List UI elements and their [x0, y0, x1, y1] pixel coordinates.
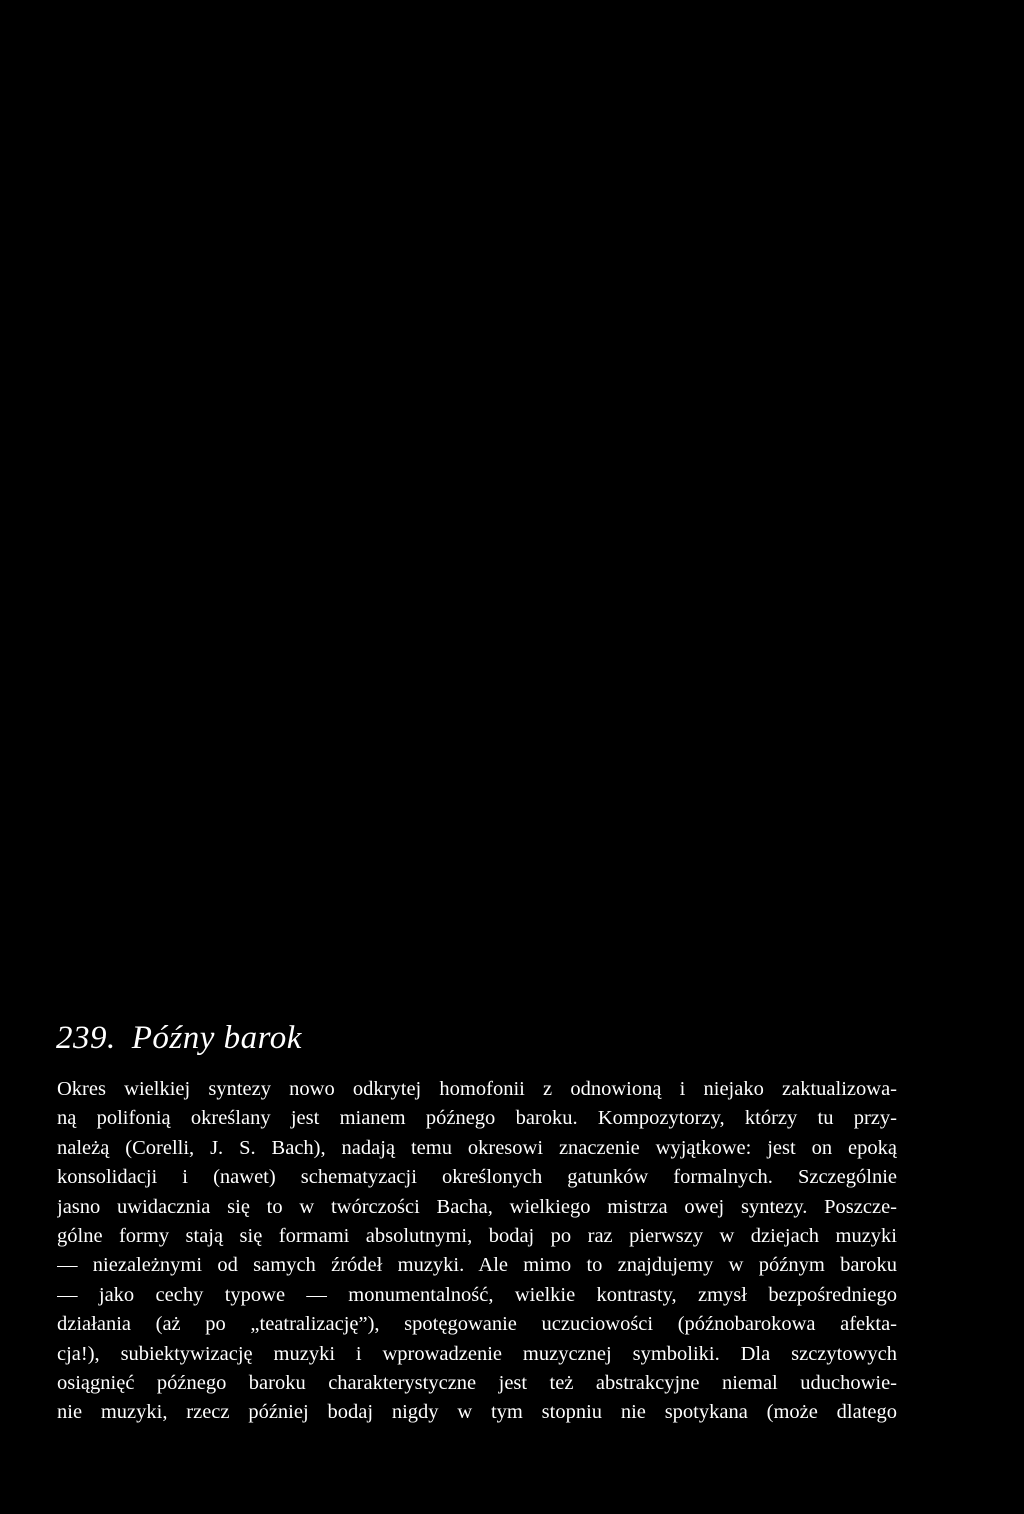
text-line: konsolidacji i (nawet) schematyzacji określonych gatunków formalnych. Szczególnie: [57, 1166, 897, 1189]
text-line: gólne formy stają się formami absolutnymi, bodaj po raz pierwszy w dziejach muzyki: [57, 1224, 897, 1247]
text-line: — niezależnymi od samych źródeł muzyki. Ale mimo to znajdujemy w późnym baroku: [57, 1254, 897, 1277]
text-line: nie muzyki, rzecz później bodaj nigdy w tym stopniu nie spotykana (może dlatego: [57, 1401, 897, 1424]
text-line: Okres wielkiej syntezy nowo odkrytej homofonii z odnowioną i niejako zaktualizowa-: [57, 1078, 897, 1100]
text-line: osiągnięć późnego baroku charakterystyczne jest też abstrakcyjne niemal uduchowie-: [57, 1371, 897, 1394]
body-paragraph: [57, 1075, 897, 1428]
section-title: Późny barok: [131, 1020, 302, 1056]
text-line: cja!), subiektywizację muzyki i wprowadzenie muzycznej symboliki. Dla szczytowych: [57, 1342, 897, 1365]
text-line: jasno uwidacznia się to w twórczości Bacha, wielkiego mistrza owej syntezy. Poszcze-: [57, 1195, 897, 1218]
section-heading: [56, 1018, 302, 1058]
section-number: 239.: [56, 1020, 116, 1056]
text-line: działania (aż po „teatralizację”), spotęgowanie uczuciowości (późnobarokowa afekta-: [57, 1313, 897, 1336]
text-line: — jako cechy typowe — monumentalność, wielkie kontrasty, zmysł bezpośredniego: [57, 1283, 897, 1306]
text-line: ną polifonią określany jest mianem późnego baroku. Kompozytorzy, którzy tu przy-: [57, 1107, 897, 1130]
text-line: należą (Corelli, J. S. Bach), nadają temu okresowi znaczenie wyjątkowe: jest on epoką: [57, 1136, 897, 1159]
